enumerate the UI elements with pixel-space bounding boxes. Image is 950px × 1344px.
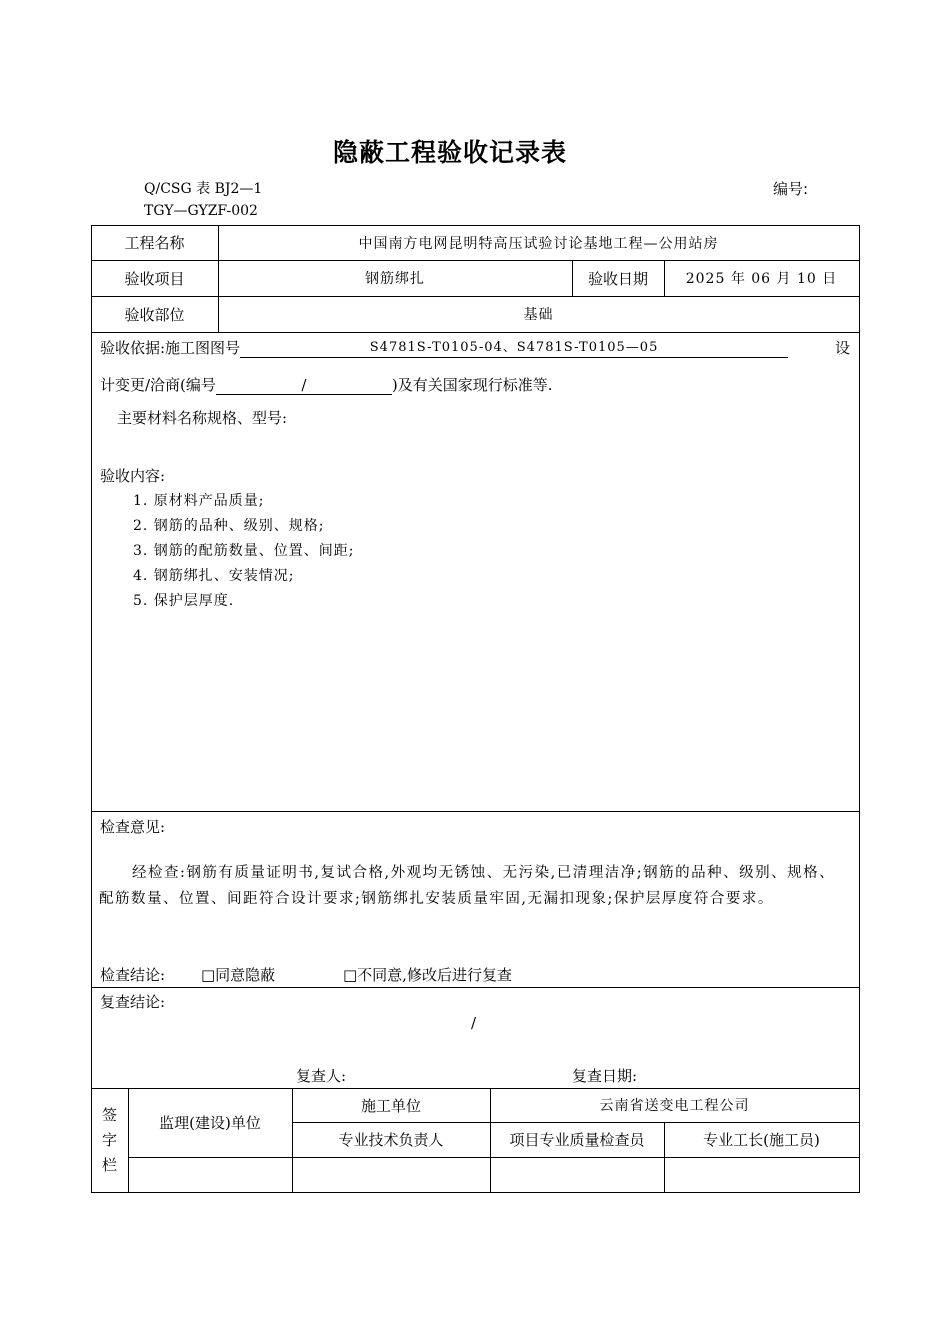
supervisor-label: 监理(建设)单位	[159, 1114, 261, 1132]
recheck-value: /	[471, 1014, 477, 1032]
project-name-label: 工程名称	[124, 234, 185, 252]
quality-inspector-label: 项目专业质量检查员	[509, 1131, 645, 1149]
conclusion-label: 检查结论:	[100, 966, 166, 984]
rule	[91, 987, 860, 988]
content-label: 验收内容:	[100, 467, 166, 485]
basis-line	[100, 337, 788, 358]
record-table	[91, 225, 860, 1193]
form-code: Q/CSG 表 BJ2—1	[144, 181, 263, 197]
doc-code: TGY—GYZF-002	[144, 203, 258, 219]
basis-label: 验收依据:施工图图号	[100, 339, 241, 357]
change-suffix: )及有关国家现行标准等.	[391, 376, 553, 394]
content-item: 5. 保护层厚度.	[133, 593, 235, 609]
date-value: 2025 年 06 月 10 日	[685, 271, 838, 287]
tech-lead-label: 专业技术负责人	[338, 1131, 444, 1149]
page-title: 隐蔽工程验收记录表	[332, 138, 567, 167]
content-item: 2. 钢筋的品种、级别、规格;	[133, 518, 325, 534]
change-value: /	[216, 376, 392, 395]
rule	[91, 811, 860, 812]
date-label: 验收日期	[587, 269, 648, 288]
construction-unit-value: 云南省送变电工程公司	[599, 1098, 750, 1114]
construction-unit-label: 施工单位	[360, 1096, 421, 1115]
drawing-numbers: S4781S-T0105-04、S4781S-T0105—05	[240, 339, 788, 358]
rule	[128, 1157, 860, 1158]
content-item: 4. 钢筋绑扎、安装情况;	[133, 568, 295, 584]
location-value: 基础	[523, 307, 554, 323]
recheck-date-label: 复查日期:	[572, 1067, 638, 1085]
item-label: 验收项目	[124, 269, 185, 288]
item-value: 钢筋绑扎	[365, 271, 425, 287]
rule	[91, 332, 860, 333]
content-item: 3. 钢筋的配筋数量、位置、间距;	[133, 543, 355, 559]
recheck-person-label: 复查人:	[296, 1067, 347, 1085]
option-disagree[interactable]: □不同意,修改后进行复查	[343, 966, 512, 984]
content-item: 1. 原材料产品质量;	[133, 493, 265, 509]
materials-label: 主要材料名称规格、型号:	[117, 409, 288, 427]
change-prefix: 计变更/洽商(编号	[100, 376, 216, 394]
change-line	[100, 374, 553, 395]
location-label: 验收部位	[124, 305, 185, 324]
inspection-opinion: 经检查:钢筋有质量证明书,复试合格,外观均无锈蚀、无污染,已清理洁净;钢筋的品种、级别、规格、配筋数量、位置、间距符合设计要求;钢筋绑扎安装质量牢固,无漏扣现象;保护层厚度符合要求。	[99, 865, 836, 907]
signature-side-char: 字	[101, 1130, 117, 1149]
signature-side-char: 签	[101, 1105, 117, 1124]
option-agree[interactable]: □同意隐蔽	[201, 966, 276, 984]
number-label: 编号:	[773, 180, 809, 198]
foreman-label: 专业工长(施工员)	[703, 1131, 820, 1149]
signature-side-char: 栏	[101, 1155, 117, 1174]
inspection-label: 检查意见:	[100, 818, 166, 836]
project-name-value: 中国南方电网昆明特高压试验讨论基地工程—公用站房	[358, 235, 719, 252]
recheck-label: 复查结论:	[100, 993, 166, 1011]
basis-tail-char: 设	[835, 339, 851, 357]
